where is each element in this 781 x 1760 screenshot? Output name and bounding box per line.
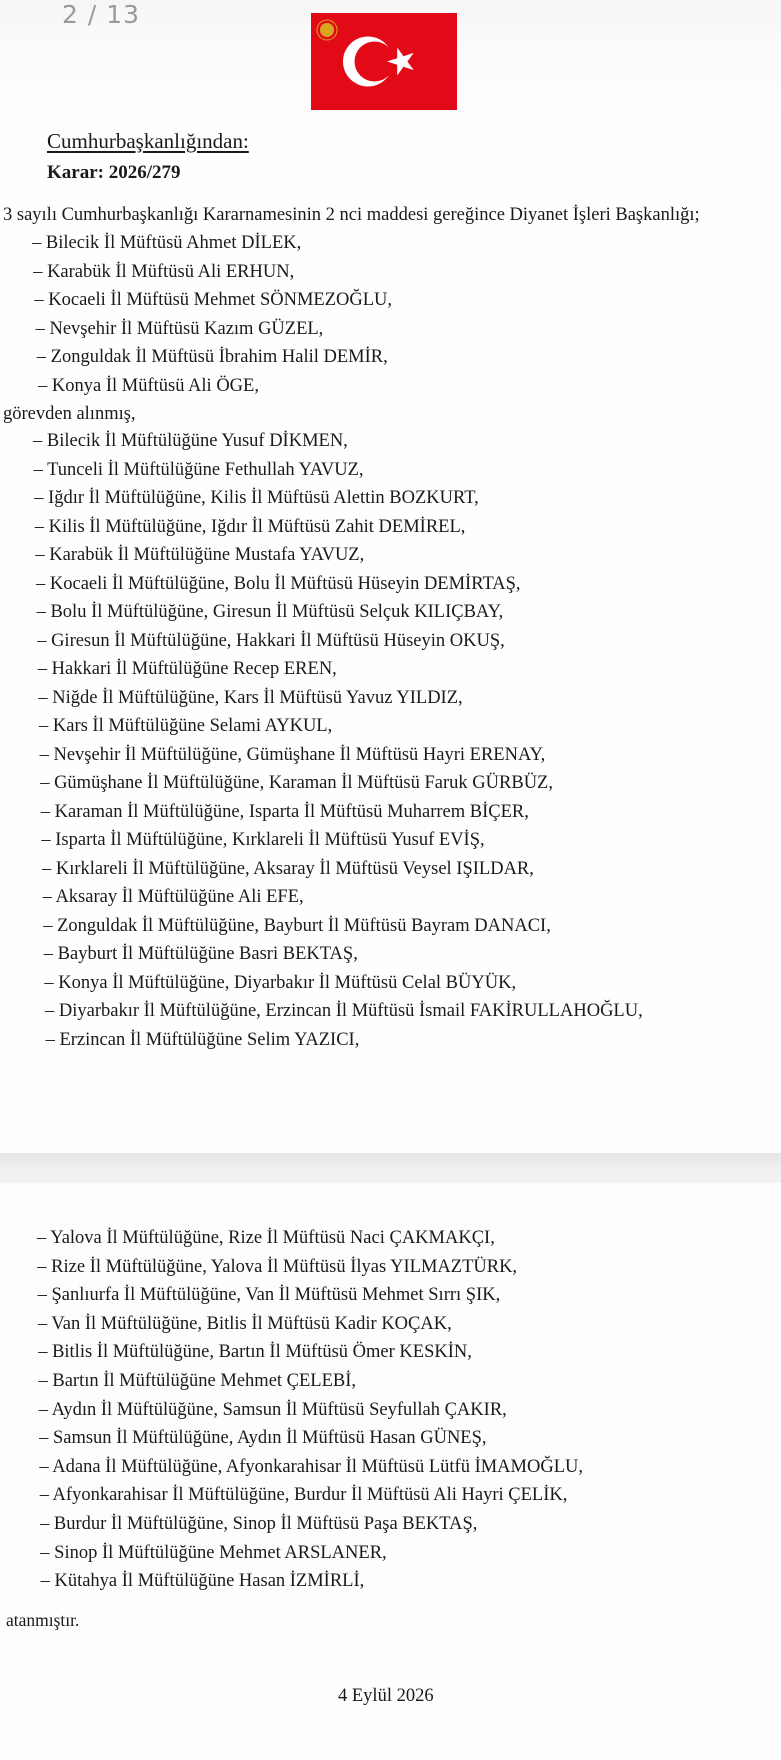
list-item: – Kütahya İl Müftülüğüne Hasan İZMİRLİ, xyxy=(40,1571,365,1592)
list-item: – Karabük İl Müftülüğüne Mustafa YAVUZ, xyxy=(35,545,365,565)
list-item: – Van İl Müftülüğüne, Bitlis İl Müftüsü Kadir KOÇAK, xyxy=(37,1313,452,1334)
list-item: – Karaman İl Müftülüğüne, Isparta İl Müftüsü Muharrem BİÇER, xyxy=(40,801,529,822)
removed-status: görevden alınmış, xyxy=(3,404,136,424)
list-item: – Kocaeli İl Müftüsü Mehmet SÖNMEZOĞLU, xyxy=(34,290,393,311)
page-indicator: 2 / 13 xyxy=(62,0,141,29)
decision-intro: 3 sayılı Cumhurbaşkanlığı Kararnamesinin 2 nci maddesi gereğince Diyanet İşleri Başkanlığı; xyxy=(3,205,700,225)
list-item: – Zonguldak İl Müftülüğüne, Bayburt İl Müftüsü Bayram DANACI, xyxy=(43,915,551,936)
list-item: – Afyonkarahisar İl Müftülüğüne, Burdur İl Müftüsü Ali Hayri ÇELİK, xyxy=(39,1485,568,1506)
list-item: – Bitlis İl Müftülüğüne, Bartın İl Müftüsü Ömer KESKİN, xyxy=(38,1342,472,1363)
list-item: – Şanlıurfa İl Müftülüğüne, Van İl Müftüsü Mehmet Sırrı ŞIK, xyxy=(37,1285,501,1306)
list-item: – Burdur İl Müftülüğüne, Sinop İl Müftüsü Paşa BEKTAŞ, xyxy=(40,1514,478,1534)
list-item: – Tunceli İl Müftülüğüne Fethullah YAVUZ, xyxy=(33,459,364,480)
list-item: – Gümüşhane İl Müftülüğüne, Karaman İl Müftüsü Faruk GÜRBÜZ, xyxy=(40,773,553,793)
list-item: – Bartın İl Müftülüğüne Mehmet ÇELEBİ, xyxy=(38,1371,357,1391)
list-item: – Zonguldak İl Müftüsü İbrahim Halil DEMİR, xyxy=(36,347,388,368)
list-item: – Konya İl Müftülüğüne, Diyarbakır İl Müftüsü Celal BÜYÜK, xyxy=(44,972,517,993)
turkish-flag-icon xyxy=(311,13,457,110)
issuing-authority: Cumhurbaşkanlığından: xyxy=(47,129,249,153)
list-item: – Aksaray İl Müftülüğüne Ali EFE, xyxy=(42,887,304,907)
appointed-status: atanmıştır. xyxy=(6,1610,80,1630)
list-item: – Aydın İl Müftülüğüne, Samsun İl Müftüsü Seyfullah ÇAKIR, xyxy=(38,1399,507,1420)
list-item: – Rize İl Müftülüğüne, Yalova İl Müftüsü İlyas YILMAZTÜRK, xyxy=(37,1256,518,1277)
list-item: – Kocaeli İl Müftülüğüne, Bolu İl Müftüsü Hüseyin DEMİRTAŞ, xyxy=(36,573,521,594)
list-item: – Niğde İl Müftülüğüne, Kars İl Müftüsü Yavuz YILDIZ, xyxy=(38,687,463,708)
list-item: – Giresun İl Müftülüğüne, Hakkari İl Müftüsü Hüseyin OKUŞ, xyxy=(37,630,505,651)
list-item: – Konya İl Müftüsü Ali ÖGE, xyxy=(38,376,259,396)
decision-number: Karar: 2026/279 xyxy=(47,162,181,183)
list-item: – Samsun İl Müftülüğüne, Aydın İl Müftüsü Hasan GÜNEŞ, xyxy=(39,1428,487,1449)
list-item: – Nevşehir İl Müftüsü Kazım GÜZEL, xyxy=(35,318,324,339)
list-item: – Karabük İl Müftüsü Ali ERHUN, xyxy=(33,261,295,282)
list-item: – Isparta İl Müftülüğüne, Kırklareli İl Müftüsü Yusuf EVİŞ, xyxy=(41,830,485,850)
list-item: – Erzincan İl Müftülüğüne Selim YAZICI, xyxy=(45,1029,360,1050)
list-item: – Bilecik İl Müftülüğüne Yusuf DİKMEN, xyxy=(33,431,348,451)
list-item: – Kırklareli İl Müftülüğüne, Aksaray İl Müftüsü Veysel IŞILDAR, xyxy=(42,858,534,879)
list-item: – Bilecik İl Müftüsü Ahmet DİLEK, xyxy=(32,233,302,253)
list-item: – Iğdır İl Müftülüğüne, Kilis İl Müftüsü Alettin BOZKURT, xyxy=(34,488,479,508)
list-item: – Bolu İl Müftülüğüne, Giresun İl Müftüsü Selçuk KILIÇBAY, xyxy=(36,602,504,622)
list-item: – Hakkari İl Müftülüğüne Recep EREN, xyxy=(37,659,337,679)
list-item: – Bayburt İl Müftülüğüne Basri BEKTAŞ, xyxy=(43,944,358,964)
list-item: – Sinop İl Müftülüğüne Mehmet ARSLANER, xyxy=(40,1542,387,1563)
list-item: – Yalova İl Müftülüğüne, Rize İl Müftüsü Naci ÇAKMAKÇI, xyxy=(37,1228,495,1248)
page-separator xyxy=(0,1153,781,1183)
list-item: – Diyarbakır İl Müftülüğüne, Erzincan İl Müftüsü İsmail FAKİRULLAHOĞLU, xyxy=(45,1001,643,1021)
list-item: – Nevşehir İl Müftülüğüne, Gümüşhane İl Müftüsü Hayri ERENAY, xyxy=(39,744,546,765)
list-item: – Kilis İl Müftülüğüne, Iğdır İl Müftüsü Zahit DEMİREL, xyxy=(34,516,466,537)
decision-date: 4 Eylül 2026 xyxy=(338,1686,434,1706)
list-item: – Kars İl Müftülüğüne Selami AYKUL, xyxy=(39,716,333,736)
list-item: – Adana İl Müftülüğüne, Afyonkarahisar İl Müftüsü Lütfü İMAMOĞLU, xyxy=(39,1456,583,1477)
